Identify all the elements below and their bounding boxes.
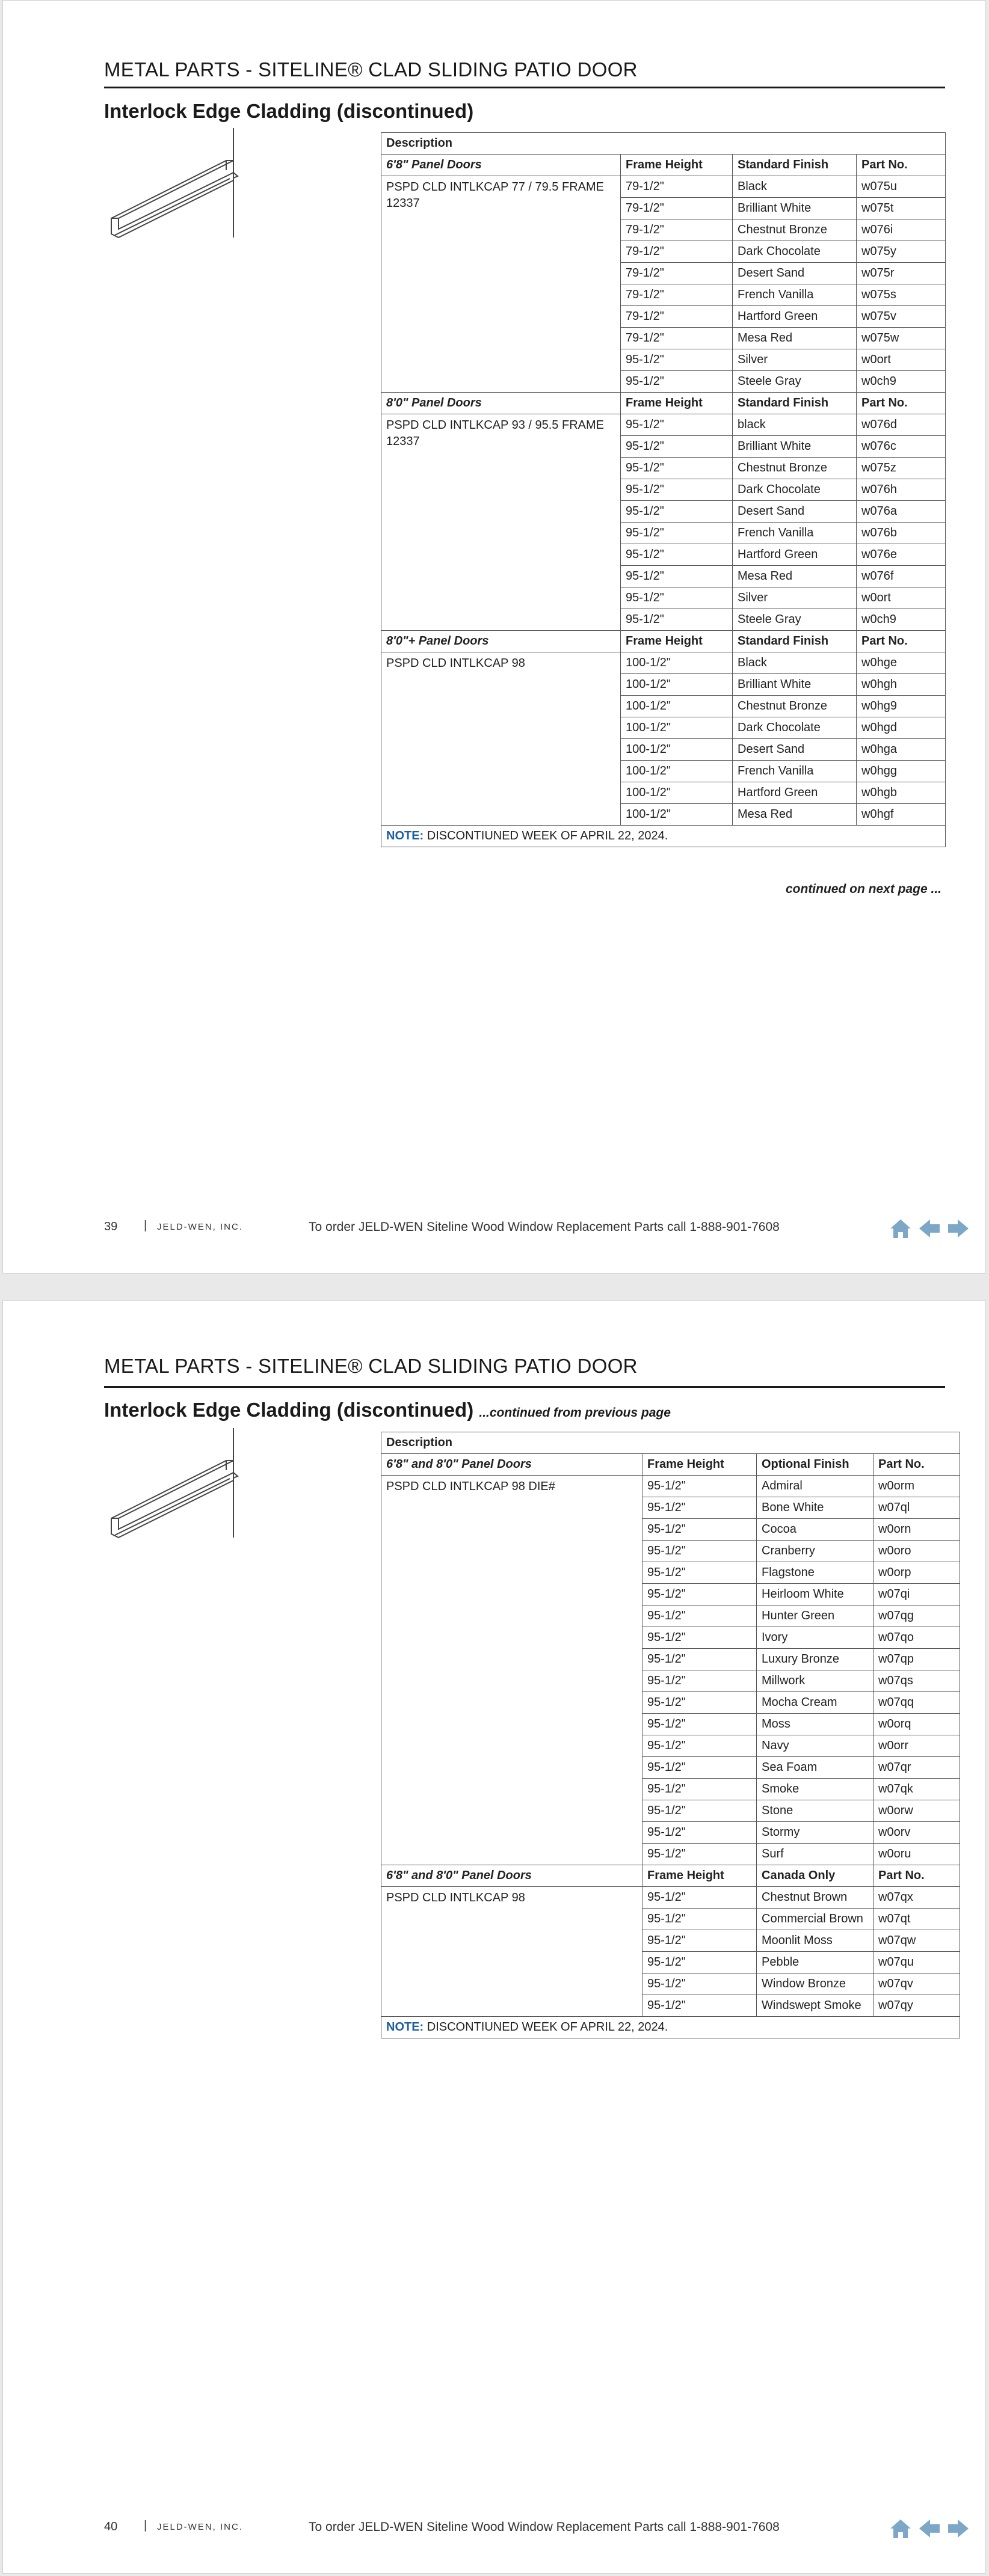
frame-height-cell: 95-1/2" — [642, 1930, 757, 1952]
frame-height-cell: 95-1/2" — [642, 1714, 757, 1735]
finish-cell: Hunter Green — [757, 1605, 873, 1627]
note-row — [381, 826, 946, 847]
part-number-cell: w0hgf — [857, 804, 946, 826]
note-label: NOTE: — [386, 829, 424, 842]
part-number-cell: w075s — [857, 284, 946, 306]
page-footer — [104, 2516, 958, 2541]
finish-cell: Pebble — [757, 1952, 873, 1973]
finish-header: Standard Finish — [733, 155, 857, 176]
finish-cell: Navy — [757, 1735, 873, 1757]
finish-cell: Chestnut Brown — [757, 1887, 873, 1909]
finish-cell: Luxury Bronze — [757, 1649, 873, 1670]
finish-cell: black — [733, 414, 857, 436]
frame-height-cell: 95-1/2" — [642, 1519, 757, 1541]
table-row — [381, 1887, 960, 1909]
frame-height-cell: 79-1/2" — [621, 219, 733, 241]
next-page-icon[interactable] — [946, 1216, 970, 1240]
finish-cell: Cocoa — [757, 1519, 873, 1541]
part-number-cell: w0hgb — [857, 782, 946, 804]
finish-cell: Windswept Smoke — [757, 1995, 873, 2017]
frame-height-cell: 95-1/2" — [642, 1627, 757, 1649]
frame-height-header: Frame Height — [642, 1865, 757, 1887]
frame-height-cell: 100-1/2" — [621, 717, 733, 739]
finish-cell: French Vanilla — [733, 284, 857, 306]
finish-cell: Admiral — [757, 1476, 873, 1497]
frame-height-cell: 95-1/2" — [621, 349, 733, 371]
part-number-cell: w07qu — [873, 1952, 960, 1973]
page-number: 40 — [104, 2520, 118, 2533]
frame-height-cell: 95-1/2" — [642, 1887, 757, 1909]
company-name: JELD-WEN, INC. — [157, 1222, 244, 1232]
description-header: Description — [381, 1432, 960, 1454]
part-number-cell: w076e — [857, 544, 946, 566]
group-header-row — [381, 155, 946, 176]
part-number-header: Part No. — [857, 631, 946, 652]
description-header-row — [381, 1432, 960, 1454]
part-number-cell: w076i — [857, 219, 946, 241]
parts-table — [381, 132, 946, 847]
previous-page-icon[interactable] — [917, 1216, 941, 1240]
group-header-row — [381, 631, 946, 652]
part-number-cell: w075z — [857, 458, 946, 479]
part-number-cell: w0ch9 — [857, 371, 946, 393]
part-number-cell: w076d — [857, 414, 946, 436]
frame-height-cell: 95-1/2" — [642, 1952, 757, 1973]
frame-height-cell: 79-1/2" — [621, 263, 733, 284]
finish-cell: Smoke — [757, 1779, 873, 1800]
finish-cell: Stone — [757, 1800, 873, 1822]
part-number-cell: w075v — [857, 306, 946, 328]
page-footer — [104, 1216, 958, 1240]
part-number-cell: w0orv — [873, 1822, 960, 1844]
frame-height-cell: 95-1/2" — [642, 1692, 757, 1714]
frame-height-header: Frame Height — [642, 1454, 757, 1476]
page-heading: METAL PARTS - SITELINE® CLAD SLIDING PATIO DOOR — [104, 1355, 638, 1377]
footer-separator: | — [144, 2519, 147, 2532]
frame-height-cell: 100-1/2" — [621, 761, 733, 782]
finish-cell: Chestnut Bronze — [733, 219, 857, 241]
frame-height-header: Frame Height — [621, 631, 733, 652]
group-label: 6'8" and 8'0" Panel Doors — [381, 1865, 642, 1887]
part-number-header: Part No. — [857, 393, 946, 414]
frame-height-cell: 95-1/2" — [642, 1605, 757, 1627]
order-phone-text: To order JELD-WEN Siteline Wood Window Replacement Parts call 1-888-901-7608 — [309, 2520, 780, 2534]
part-number-cell: w0ch9 — [857, 609, 946, 631]
note-text: DISCONTIUNED WEEK OF APRIL 22, 2024. — [424, 829, 668, 842]
page-heading: METAL PARTS - SITELINE® CLAD SLIDING PATIO DOOR — [104, 58, 638, 81]
frame-height-cell: 100-1/2" — [621, 696, 733, 717]
finish-cell: Mesa Red — [733, 804, 857, 826]
finish-cell: Window Bronze — [757, 1973, 873, 1995]
finish-cell: Moonlit Moss — [757, 1930, 873, 1952]
page-number: 39 — [104, 1220, 118, 1233]
part-number-cell: w0hge — [857, 652, 946, 674]
finish-cell: Black — [733, 652, 857, 674]
finish-cell: Steele Gray — [733, 609, 857, 631]
note-text: DISCONTIUNED WEEK OF APRIL 22, 2024. — [424, 2020, 668, 2034]
finish-cell: Sea Foam — [757, 1757, 873, 1779]
frame-height-cell: 79-1/2" — [621, 328, 733, 349]
part-number-header: Part No. — [873, 1865, 960, 1887]
order-phone-text: To order JELD-WEN Siteline Wood Window Replacement Parts call 1-888-901-7608 — [309, 1220, 780, 1234]
finish-cell: Ivory — [757, 1627, 873, 1649]
note-cell — [381, 2017, 960, 2038]
group-header-row — [381, 393, 946, 414]
frame-height-cell: 95-1/2" — [621, 458, 733, 479]
finish-cell: Dark Chocolate — [733, 717, 857, 739]
finish-cell: Black — [733, 176, 857, 198]
part-number-cell: w07qv — [873, 1973, 960, 1995]
frame-height-cell: 95-1/2" — [642, 1822, 757, 1844]
part-number-cell: w075t — [857, 198, 946, 219]
part-number-cell: w076c — [857, 436, 946, 458]
continued-next-label: continued on next page ... — [785, 882, 941, 896]
frame-height-cell: 95-1/2" — [642, 1800, 757, 1822]
frame-height-cell: 79-1/2" — [621, 176, 733, 198]
frame-height-cell: 95-1/2" — [642, 1476, 757, 1497]
frame-height-cell: 95-1/2" — [621, 544, 733, 566]
finish-cell: Dark Chocolate — [733, 241, 857, 263]
finish-cell: Commercial Brown — [757, 1909, 873, 1930]
previous-page-icon[interactable] — [917, 2516, 941, 2541]
frame-height-cell: 95-1/2" — [642, 1973, 757, 1995]
table-row — [381, 414, 946, 436]
part-number-cell: w0orn — [873, 1519, 960, 1541]
finish-header: Optional Finish — [757, 1454, 873, 1476]
frame-height-cell: 95-1/2" — [621, 414, 733, 436]
part-number-cell: w075w — [857, 328, 946, 349]
description-header: Description — [381, 133, 946, 155]
frame-height-header: Frame Height — [621, 393, 733, 414]
part-number-cell: w075r — [857, 263, 946, 284]
part-number-cell: w0hgd — [857, 717, 946, 739]
frame-height-cell: 95-1/2" — [621, 523, 733, 544]
part-number-cell: w07qy — [873, 1995, 960, 2017]
finish-cell: Moss — [757, 1714, 873, 1735]
heading-divider — [104, 1386, 945, 1388]
frame-height-cell: 95-1/2" — [621, 371, 733, 393]
finish-cell: Brilliant White — [733, 198, 857, 219]
part-description: PSPD CLD INTLKCAP 98 DIE# — [381, 1476, 642, 1865]
group-header-row — [381, 1865, 960, 1887]
frame-height-cell: 95-1/2" — [642, 1562, 757, 1584]
interlock-cladding-drawing — [106, 1428, 251, 1572]
frame-height-cell: 95-1/2" — [642, 1541, 757, 1562]
part-number-cell: w076f — [857, 566, 946, 587]
part-number-cell: w076h — [857, 479, 946, 501]
page-navigation — [889, 1216, 973, 1240]
frame-height-cell: 95-1/2" — [642, 1670, 757, 1692]
part-number-cell: w0orp — [873, 1562, 960, 1584]
part-number-cell: w07qq — [873, 1692, 960, 1714]
part-number-cell: w0hg9 — [857, 696, 946, 717]
note-cell — [381, 826, 946, 847]
part-number-cell: w075u — [857, 176, 946, 198]
section-title-text: Interlock Edge Cladding (discontinued) — [104, 100, 474, 122]
section-title — [104, 100, 473, 123]
part-number-cell: w07qx — [873, 1887, 960, 1909]
note-label: NOTE: — [386, 2020, 424, 2034]
heading-divider — [104, 87, 945, 88]
group-label: 6'8" Panel Doors — [381, 155, 621, 176]
frame-height-cell: 95-1/2" — [621, 436, 733, 458]
parts-table — [381, 1432, 960, 2038]
frame-height-cell: 95-1/2" — [642, 1844, 757, 1865]
finish-cell: Millwork — [757, 1670, 873, 1692]
finish-header: Canada Only — [757, 1865, 873, 1887]
part-number-cell: w07qi — [873, 1584, 960, 1605]
part-number-cell: w0hgh — [857, 674, 946, 696]
frame-height-cell: 95-1/2" — [642, 1649, 757, 1670]
part-number-cell: w07qg — [873, 1605, 960, 1627]
part-number-cell: w076a — [857, 501, 946, 523]
section-title-text: Interlock Edge Cladding (discontinued) — [104, 1399, 474, 1421]
part-number-cell: w07qo — [873, 1627, 960, 1649]
frame-height-cell: 100-1/2" — [621, 804, 733, 826]
frame-height-cell: 100-1/2" — [621, 652, 733, 674]
part-number-cell: w07qt — [873, 1909, 960, 1930]
finish-cell: Mesa Red — [733, 566, 857, 587]
finish-cell: Desert Sand — [733, 739, 857, 761]
frame-height-cell: 95-1/2" — [642, 1779, 757, 1800]
page-navigation — [889, 2516, 973, 2541]
part-number-cell: w07qk — [873, 1779, 960, 1800]
part-number-cell: w0hga — [857, 739, 946, 761]
part-number-cell: w07qr — [873, 1757, 960, 1779]
part-number-cell: w07ql — [873, 1497, 960, 1519]
finish-header: Standard Finish — [733, 393, 857, 414]
catalog-page-39 — [2, 0, 985, 1274]
finish-cell: Cranberry — [757, 1541, 873, 1562]
finish-cell: Desert Sand — [733, 263, 857, 284]
frame-height-cell: 95-1/2" — [642, 1757, 757, 1779]
frame-height-cell: 95-1/2" — [621, 587, 733, 609]
finish-cell: Brilliant White — [733, 436, 857, 458]
group-header-row — [381, 1454, 960, 1476]
group-label: 8'0" Panel Doors — [381, 393, 621, 414]
table-row — [381, 176, 946, 198]
finish-cell: Mesa Red — [733, 328, 857, 349]
part-number-header: Part No. — [873, 1454, 960, 1476]
home-icon[interactable] — [889, 1216, 913, 1240]
part-number-cell: w07qs — [873, 1670, 960, 1692]
finish-cell: Hartford Green — [733, 306, 857, 328]
group-label: 6'8" and 8'0" Panel Doors — [381, 1454, 642, 1476]
table-row — [381, 652, 946, 674]
finish-cell: Silver — [733, 587, 857, 609]
catalog-page-40 — [2, 1300, 985, 2574]
table-row — [381, 1476, 960, 1497]
finish-cell: Steele Gray — [733, 371, 857, 393]
frame-height-cell: 79-1/2" — [621, 284, 733, 306]
frame-height-cell: 95-1/2" — [621, 566, 733, 587]
frame-height-cell: 95-1/2" — [642, 1735, 757, 1757]
part-number-cell: w07qw — [873, 1930, 960, 1952]
frame-height-cell: 95-1/2" — [621, 501, 733, 523]
part-number-cell: w076b — [857, 523, 946, 544]
finish-cell: Bone White — [757, 1497, 873, 1519]
frame-height-cell: 100-1/2" — [621, 782, 733, 804]
part-number-cell: w0oru — [873, 1844, 960, 1865]
finish-cell: Stormy — [757, 1822, 873, 1844]
finish-cell: Flagstone — [757, 1562, 873, 1584]
finish-cell: Chestnut Bronze — [733, 458, 857, 479]
continued-from-label: ...continued from previous page — [479, 1406, 671, 1420]
note-row — [381, 2017, 960, 2038]
description-header-row — [381, 133, 946, 155]
company-name: JELD-WEN, INC. — [157, 2522, 244, 2532]
next-page-icon[interactable] — [946, 2516, 970, 2541]
frame-height-cell: 79-1/2" — [621, 306, 733, 328]
frame-height-header: Frame Height — [621, 155, 733, 176]
frame-height-cell: 100-1/2" — [621, 739, 733, 761]
part-number-cell: w075y — [857, 241, 946, 263]
finish-cell: Mocha Cream — [757, 1692, 873, 1714]
part-number-cell: w0orw — [873, 1800, 960, 1822]
frame-height-cell: 95-1/2" — [642, 1584, 757, 1605]
frame-height-cell: 79-1/2" — [621, 241, 733, 263]
finish-header: Standard Finish — [733, 631, 857, 652]
part-number-cell: w0orq — [873, 1714, 960, 1735]
footer-separator: | — [144, 1219, 147, 1232]
finish-cell: Silver — [733, 349, 857, 371]
frame-height-cell: 95-1/2" — [642, 1497, 757, 1519]
finish-cell: Hartford Green — [733, 544, 857, 566]
finish-cell: French Vanilla — [733, 761, 857, 782]
frame-height-cell: 95-1/2" — [642, 1995, 757, 2017]
part-description: PSPD CLD INTLKCAP 98 — [381, 1887, 642, 2017]
finish-cell: Heirloom White — [757, 1584, 873, 1605]
home-icon[interactable] — [889, 2516, 913, 2541]
group-label: 8'0"+ Panel Doors — [381, 631, 621, 652]
finish-cell: Brilliant White — [733, 674, 857, 696]
part-number-cell: w0orr — [873, 1735, 960, 1757]
part-description: PSPD CLD INTLKCAP 77 / 79.5 FRAME 12337 — [381, 176, 621, 393]
part-number-cell: w0hgg — [857, 761, 946, 782]
part-number-cell: w0orm — [873, 1476, 960, 1497]
part-number-header: Part No. — [857, 155, 946, 176]
finish-cell: Dark Chocolate — [733, 479, 857, 501]
frame-height-cell: 100-1/2" — [621, 674, 733, 696]
part-description: PSPD CLD INTLKCAP 93 / 95.5 FRAME 12337 — [381, 414, 621, 631]
part-description: PSPD CLD INTLKCAP 98 — [381, 652, 621, 826]
frame-height-cell: 95-1/2" — [642, 1909, 757, 1930]
part-number-cell: w0ort — [857, 349, 946, 371]
finish-cell: Surf — [757, 1844, 873, 1865]
frame-height-cell: 95-1/2" — [621, 479, 733, 501]
section-title — [104, 1399, 671, 1421]
frame-height-cell: 95-1/2" — [621, 609, 733, 631]
finish-cell: Hartford Green — [733, 782, 857, 804]
part-number-cell: w0ort — [857, 587, 946, 609]
frame-height-cell: 79-1/2" — [621, 198, 733, 219]
finish-cell: Desert Sand — [733, 501, 857, 523]
part-number-cell: w0oro — [873, 1541, 960, 1562]
interlock-cladding-drawing — [106, 128, 251, 272]
part-number-cell: w07qp — [873, 1649, 960, 1670]
finish-cell: Chestnut Bronze — [733, 696, 857, 717]
finish-cell: French Vanilla — [733, 523, 857, 544]
